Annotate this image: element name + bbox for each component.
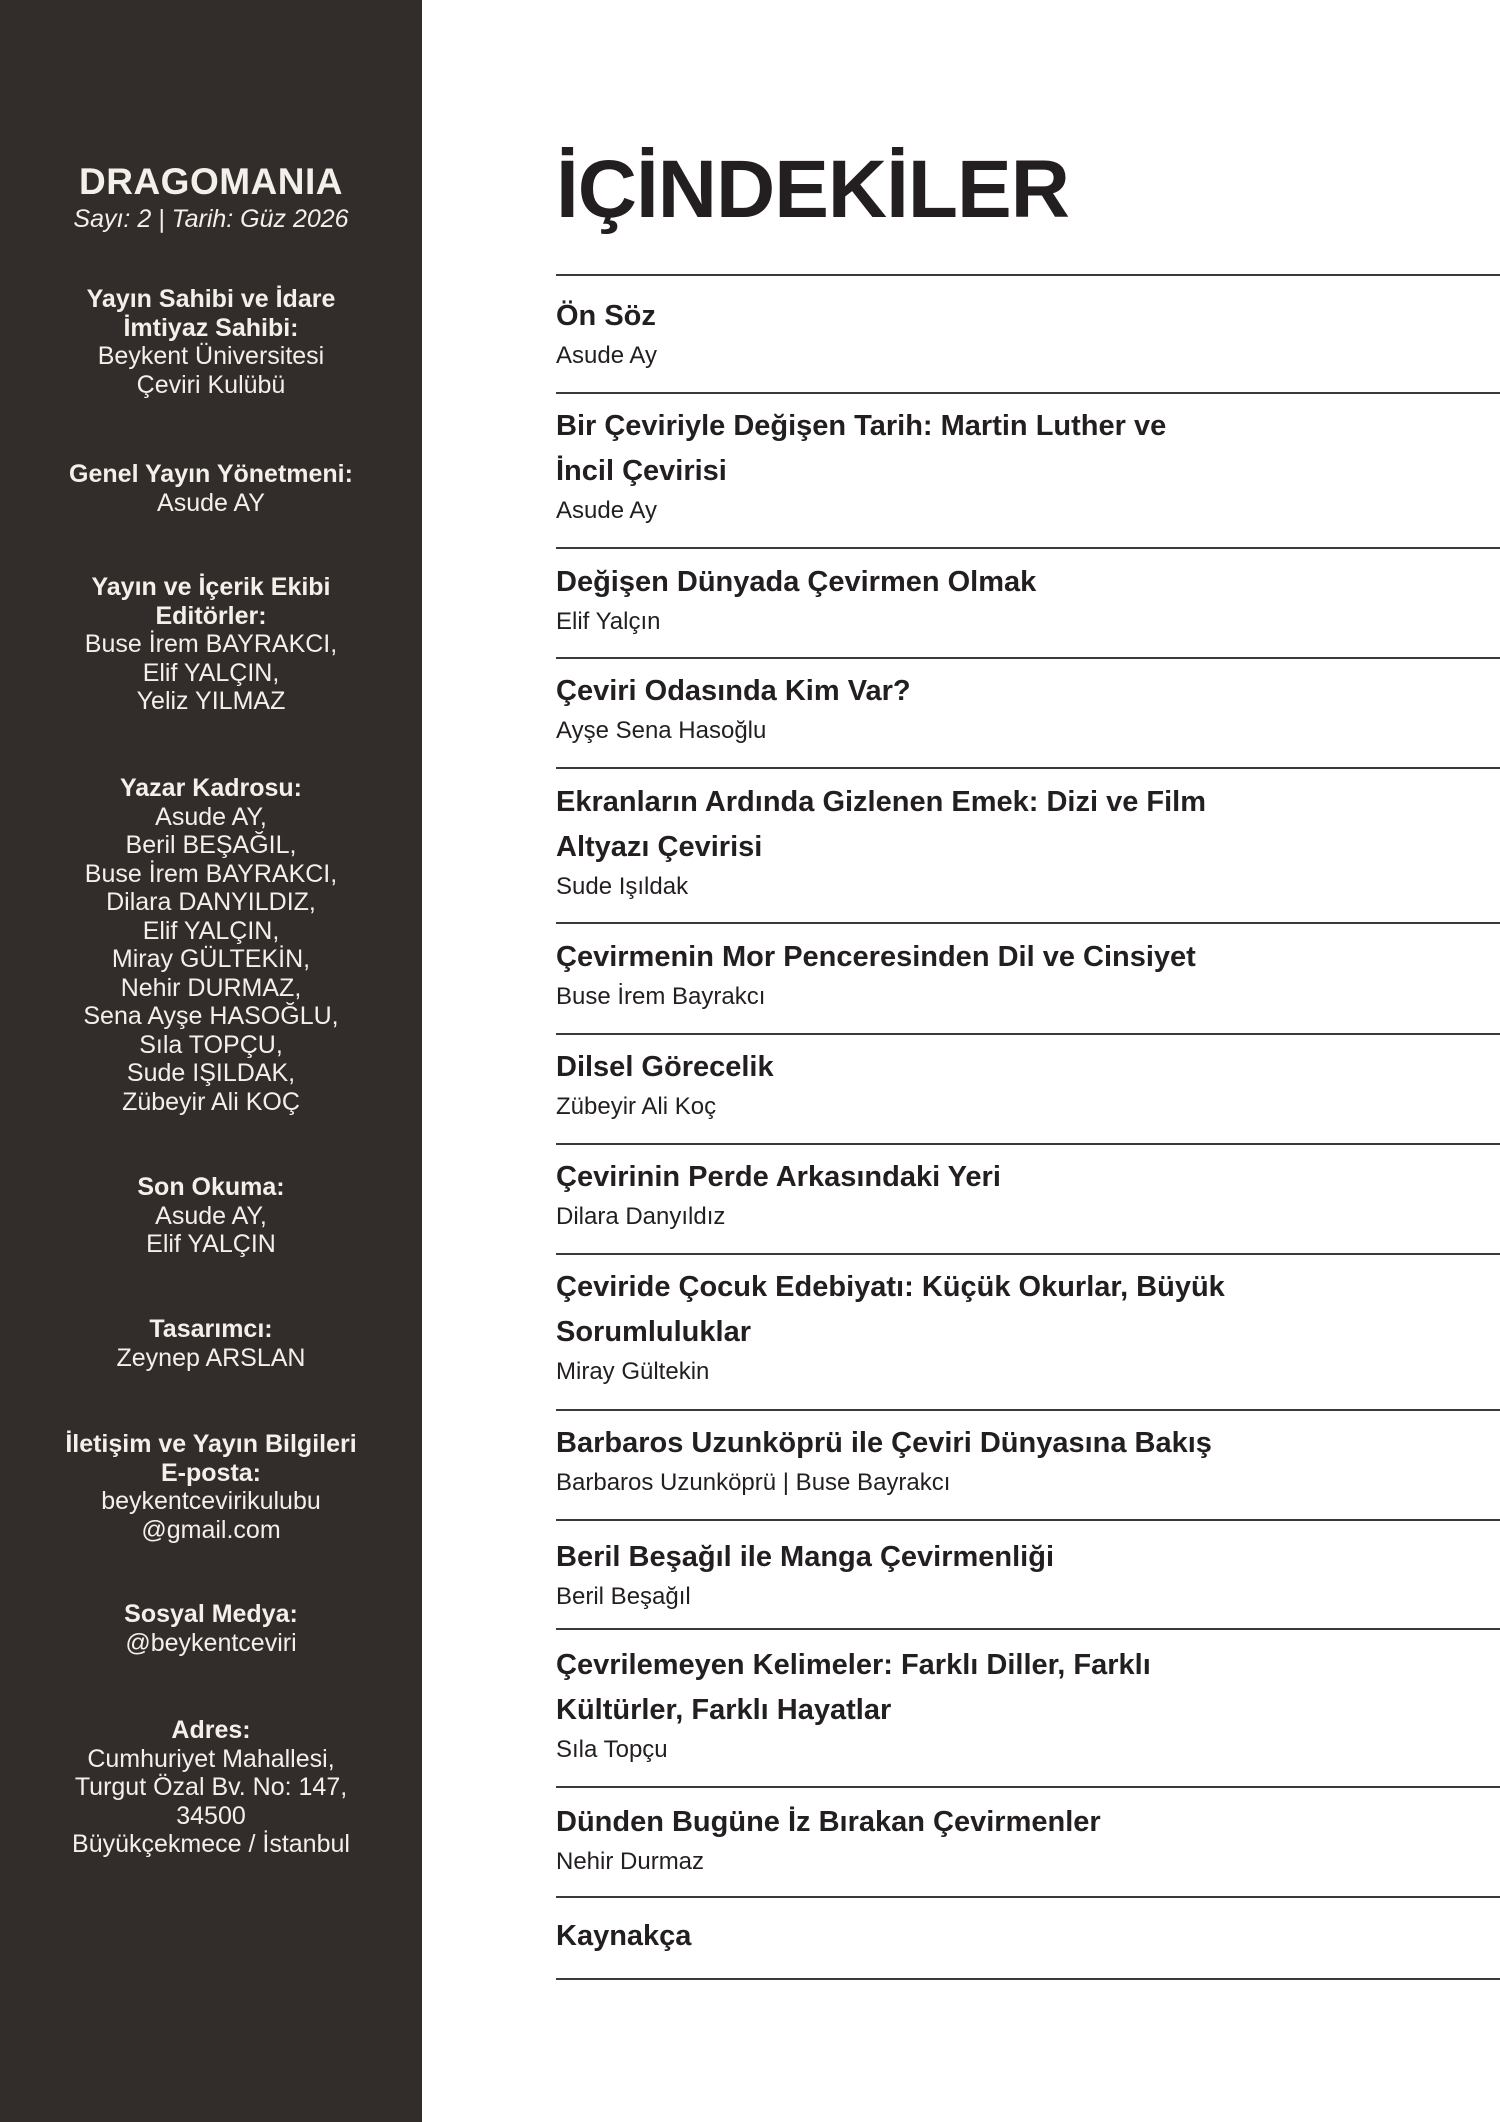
divider	[556, 1896, 1500, 1898]
group-heading: Son Okuma:	[137, 1173, 285, 1201]
masthead-group-designer	[40, 1315, 382, 1372]
group-heading: İletişim ve Yayın Bilgileri	[65, 1430, 357, 1458]
group-heading: Editörler:	[155, 601, 267, 630]
toc-entry-title: Çeviride Çocuk Edebiyatı: Küçük Okurlar, Büyük	[556, 1271, 1225, 1303]
divider	[556, 922, 1500, 924]
issue-info: Sayı: 2 | Tarih: Güz 2026	[73, 205, 349, 233]
group-heading: Sosyal Medya:	[124, 1600, 298, 1628]
toc-entry[interactable]	[556, 1155, 1500, 1234]
toc-entry[interactable]	[556, 1421, 1500, 1500]
group-value: Zübeyir Ali KOÇ	[122, 1087, 300, 1116]
group-heading: Yayın ve İçerik Ekibi	[91, 573, 331, 601]
toc-entry-author: Ayşe Sena Hasoğlu	[556, 717, 767, 744]
masthead-sidebar	[0, 0, 422, 2122]
masthead-group-editors	[40, 573, 382, 716]
group-value: @gmail.com	[141, 1515, 281, 1544]
toc-entry-title: Beril Beşağıl ile Manga Çevirmenliği	[556, 1541, 1054, 1573]
group-value: Elif YALÇIN	[146, 1230, 276, 1258]
table-of-contents	[556, 0, 1500, 2122]
toc-entry-title: İncil Çevirisi	[556, 455, 727, 487]
divider	[556, 1253, 1500, 1255]
masthead-brand	[0, 160, 422, 234]
divider	[556, 1143, 1500, 1145]
group-value: Asude AY	[157, 488, 265, 517]
divider	[556, 767, 1500, 769]
group-value: Asude AY,	[155, 802, 267, 831]
group-value: Beril BEŞAĞIL,	[125, 831, 297, 859]
masthead-group-publisher	[40, 285, 382, 399]
toc-entry-title: Değişen Dünyada Çevirmen Olmak	[556, 566, 1037, 598]
toc-entry-title: Çevirmenin Mor Penceresinden Dil ve Cinsiyet	[556, 941, 1196, 973]
toc-entry-title: Ön Söz	[556, 300, 656, 332]
group-heading: Tasarımcı:	[149, 1315, 273, 1343]
group-value: Asude AY,	[155, 1201, 267, 1230]
group-value: beykentcevirikulubu	[101, 1487, 321, 1515]
toc-entry-title: Ekranların Ardında Gizlenen Emek: Dizi ve Film	[556, 786, 1206, 818]
toc-entry-author: Sıla Topçu	[556, 1736, 668, 1763]
toc-entry-title: Altyazı Çevirisi	[556, 831, 763, 863]
group-value: 34500	[176, 1801, 246, 1830]
masthead-group-social	[40, 1600, 382, 1657]
toc-entry-author: Nehir Durmaz	[556, 1848, 705, 1875]
toc-entry-title: Dilsel Görecelik	[556, 1051, 774, 1083]
group-value: Nehir DURMAZ,	[120, 973, 302, 1002]
toc-entry-author: Sude Işıldak	[556, 873, 689, 900]
group-value: Sıla TOPÇU,	[139, 1030, 283, 1059]
group-value: Büyükçekmece / İstanbul	[72, 1830, 350, 1858]
toc-entry[interactable]	[556, 294, 1500, 373]
toc-entry-author: Asude Ay	[556, 342, 657, 369]
masthead-group-address	[40, 1716, 382, 1859]
toc-entry-title: Kaynakça	[556, 1920, 692, 1952]
toc-entry[interactable]	[556, 669, 1500, 748]
group-value: Sude IŞILDAK,	[126, 1059, 296, 1087]
group-value: Yeliz YILMAZ	[136, 687, 286, 715]
group-value: Buse İrem BAYRAKCI,	[84, 859, 338, 888]
toc-entry-title: Kültürler, Farklı Hayatlar	[556, 1694, 892, 1726]
toc-entry-author: Dilara Danyıldız	[556, 1203, 726, 1230]
group-value: Cumhuriyet Mahallesi,	[87, 1744, 335, 1773]
toc-entry-author: Asude Ay	[556, 497, 657, 524]
toc-entry[interactable]	[556, 1643, 1500, 1767]
toc-entry-title: Çeviri Odasında Kim Var?	[556, 675, 911, 707]
group-heading: İmtiyaz Sahibi:	[123, 313, 299, 342]
divider	[556, 1978, 1500, 1980]
toc-entry[interactable]	[556, 935, 1500, 1014]
masthead-group-editor-in-chief	[40, 460, 382, 517]
group-value: Turgut Özal Bv. No: 147,	[74, 1773, 348, 1801]
group-value: @beykentceviri	[125, 1628, 297, 1657]
group-value: Zeynep ARSLAN	[116, 1343, 306, 1372]
toc-entry[interactable]	[556, 1914, 1500, 1959]
toc-entry-title: Sorumluluklar	[556, 1316, 751, 1348]
group-heading: Yazar Kadrosu:	[119, 774, 302, 802]
group-value: Beykent Üniversitesi	[97, 342, 325, 370]
toc-entry-title: Barbaros Uzunköprü ile Çeviri Dünyasına Bakış	[556, 1427, 1212, 1459]
toc-entry[interactable]	[556, 1800, 1500, 1879]
divider	[556, 392, 1500, 394]
divider	[556, 1628, 1500, 1630]
toc-entry[interactable]	[556, 1265, 1500, 1389]
divider	[556, 1786, 1500, 1788]
toc-entry-author: Elif Yalçın	[556, 608, 661, 635]
group-value: Sena Ayşe HASOĞLU,	[83, 1002, 339, 1030]
toc-entry-author: Buse İrem Bayrakcı	[556, 983, 766, 1010]
toc-entry[interactable]	[556, 560, 1500, 639]
toc-entry-title: Dünden Bugüne İz Bırakan Çevirmenler	[556, 1806, 1101, 1838]
group-heading: Yayın Sahibi ve İdare	[86, 285, 336, 313]
group-value: Elif YALÇIN,	[142, 658, 280, 687]
page-title: İÇİNDEKİLER	[556, 144, 1069, 235]
masthead-group-writers	[40, 774, 382, 1116]
divider	[556, 657, 1500, 659]
magazine-title: DRAGOMANIA	[79, 161, 343, 202]
group-heading: Adres:	[171, 1716, 251, 1744]
divider	[556, 274, 1500, 276]
masthead-group-contact	[40, 1430, 382, 1544]
divider	[556, 1519, 1500, 1521]
toc-entry[interactable]	[556, 780, 1500, 904]
divider	[556, 547, 1500, 549]
toc-entry-title: Çevrilemeyen Kelimeler: Farklı Diller, Farklı	[556, 1649, 1151, 1681]
toc-entry-author: Miray Gültekin	[556, 1358, 710, 1385]
group-value: Elif YALÇIN,	[142, 916, 280, 945]
group-value: Dilara DANYILDIZ,	[106, 888, 316, 916]
toc-entry[interactable]	[556, 404, 1500, 528]
group-value: Çeviri Kulübü	[136, 370, 286, 399]
toc-entry-title: Bir Çeviriyle Değişen Tarih: Martin Luther ve	[556, 410, 1167, 442]
divider	[556, 1033, 1500, 1035]
toc-entry-title: Çevirinin Perde Arkasındaki Yeri	[556, 1161, 1001, 1193]
group-heading: Genel Yayın Yönetmeni:	[69, 460, 353, 488]
group-value: Miray GÜLTEKİN,	[111, 945, 311, 973]
group-value: Buse İrem BAYRAKCI,	[84, 630, 338, 658]
divider	[556, 1409, 1500, 1411]
masthead-group-proofreading	[40, 1173, 382, 1259]
group-heading: E-posta:	[161, 1458, 261, 1487]
toc-entry-author: Beril Beşağıl	[556, 1583, 691, 1610]
toc-entry-author: Zübeyir Ali Koç	[556, 1093, 717, 1120]
toc-entry-author: Barbaros Uzunköprü | Buse Bayrakcı	[556, 1469, 951, 1496]
toc-entry[interactable]	[556, 1045, 1500, 1124]
toc-entry[interactable]	[556, 1535, 1500, 1614]
